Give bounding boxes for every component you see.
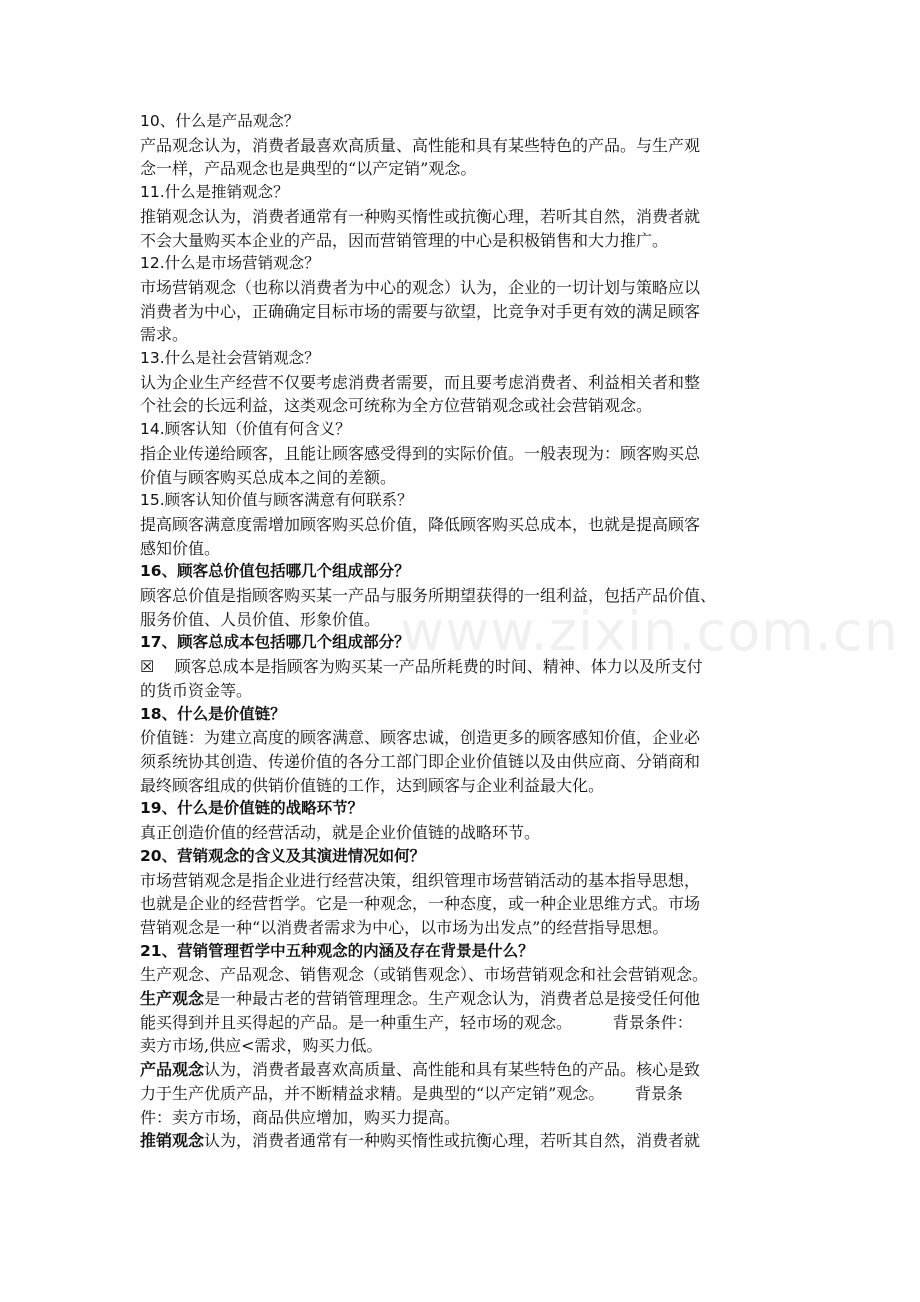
line-text: 力于生产优质产品，并不断精益求精。是典型的“以产定销”观念。 背景条 <box>140 1083 683 1103</box>
body-line <box>140 916 788 940</box>
bold-term: 生产观念 <box>140 989 205 1009</box>
question-heading <box>140 418 788 442</box>
line-text: 市场营销观念是指企业进行经营决策，组织管理市场营销活动的基本指导思想， <box>140 870 701 890</box>
line-text: 念一样，产品观念也是典型的“以产定销”观念。 <box>140 159 477 179</box>
body-line <box>140 726 788 750</box>
body-line <box>140 821 788 845</box>
line-text: 产品观念认为，消费者最喜欢高质量、高性能和具有某些特色的产品。与生产观 <box>140 135 701 155</box>
question-heading-bold <box>140 845 788 869</box>
body-line <box>140 892 788 916</box>
question-heading <box>140 110 788 134</box>
body-line <box>140 1034 788 1058</box>
line-text: 卖方市场,供应<需求，购买力低。 <box>140 1036 383 1056</box>
line-text: 16、顾客总价值包括哪几个组成部分？ <box>140 562 410 581</box>
line-text: 感知价值。 <box>140 538 221 558</box>
body-line <box>140 537 788 561</box>
line-text: 11.什么是推销观念？ <box>140 183 289 202</box>
line-text: 顾客总价值是指顾客购买某一产品与服务所期望获得的一组利益，包括产品价值、 <box>140 586 717 606</box>
body-line <box>140 1106 788 1130</box>
line-text: 19、什么是价值链的战略环节？ <box>140 799 364 818</box>
question-heading <box>140 347 788 371</box>
body-line <box>140 323 788 347</box>
body-line <box>140 963 788 987</box>
line-text: 的货币资金等。 <box>140 680 253 700</box>
body-line <box>140 371 788 395</box>
body-line <box>140 1011 788 1035</box>
line-text: 认为企业生产经营不仅要考虑消费者需要，而且要考虑消费者、利益相关者和整 <box>140 372 701 392</box>
line-text: 认为，消费者最喜欢高质量、高性能和具有某些特色的产品。核心是致 <box>204 1060 701 1080</box>
line-text: 14.顾客认知（价值有何含义？ <box>140 420 351 439</box>
line-text: 20、营销观念的含义及其演进情况如何？ <box>140 846 426 865</box>
question-heading-bold <box>140 703 788 727</box>
line-text: 顾客总成本是指顾客为购买某一产品所耗费的时间、精神、体力以及所支付 <box>154 657 703 677</box>
missing-glyph-marker: ☒ <box>140 657 155 677</box>
body-line <box>140 987 788 1011</box>
body-line <box>140 300 788 324</box>
bold-term: 产品观念 <box>140 1060 205 1080</box>
line-text: 价值链：为建立高度的顾客满意、顾客忠诚，创造更多的顾客感知价值，企业必 <box>140 728 701 748</box>
line-text: 不会大量购买本企业的产品，因而营销管理的中心是积极销售和大力推广。 <box>140 230 669 250</box>
line-text: 提高顾客满意度需增加顾客购买总价值，降低顾客购买总成本，也就是提高顾客 <box>140 514 701 534</box>
line-text: 也就是企业的经营哲学。它是一种观念，一种态度，或一种企业思维方式。市场 <box>140 894 701 914</box>
line-text: 13.什么是社会营销观念？ <box>140 349 320 368</box>
body-line <box>140 584 788 608</box>
line-text: 15.顾客认知价值与顾客满意有何联系？ <box>140 491 413 510</box>
question-heading-bold <box>140 940 788 964</box>
watermark: www.zixin.com.cn <box>400 600 899 663</box>
question-heading <box>140 181 788 205</box>
line-text: 能买得到并且买得起的产品。是一种重生产，轻市场的观念。 背景条件： <box>140 1012 693 1032</box>
bold-term: 推销观念 <box>140 1131 205 1151</box>
body-line <box>140 750 788 774</box>
body-line <box>140 442 788 466</box>
line-text: 营销观念是一种“以消费者需求为中心，以市场为出发点”的经营指导思想。 <box>140 917 669 937</box>
line-text: 市场营销观念（也称以消费者为中心的观念）认为，企业的一切计划与策略应以 <box>140 277 701 297</box>
body-line <box>140 1082 788 1106</box>
body-line <box>140 134 788 158</box>
body-line <box>140 394 788 418</box>
question-heading-bold <box>140 797 788 821</box>
question-heading <box>140 252 788 276</box>
line-text: 生产观念、产品观念、销售观念（或销售观念）、市场营销观念和社会营销观念。 <box>140 965 709 985</box>
body-line <box>140 774 788 798</box>
line-text: 消费者为中心，正确确定目标市场的需要与欲望，比竞争对手更有效的满足顾客 <box>140 301 701 321</box>
body-line <box>140 1058 788 1082</box>
body-line <box>140 608 788 632</box>
line-text: 12.什么是市场营销观念？ <box>140 254 320 273</box>
body-line <box>140 679 788 703</box>
question-heading-bold <box>140 560 788 584</box>
line-text: 须系统协其创造、传递价值的各分工部门即企业价值链以及由供应商、分销商和 <box>140 751 701 771</box>
body-line <box>140 466 788 490</box>
line-text: 认为，消费者通常有一种购买惰性或抗衡心理，若听其自然，消费者就 <box>204 1131 701 1151</box>
line-text: 18、什么是价值链？ <box>140 704 286 723</box>
body-line <box>140 869 788 893</box>
line-text: 是一种最古老的营销管理理念。生产观念认为，消费者总是接受任何他 <box>204 989 701 1009</box>
body-line <box>140 229 788 253</box>
body-line <box>140 157 788 181</box>
body-line <box>140 513 788 537</box>
question-heading <box>140 489 788 513</box>
document-page <box>140 110 788 1153</box>
body-line <box>140 1129 788 1153</box>
line-text: 推销观念认为，消费者通常有一种购买惰性或抗衡心理，若听其自然，消费者就 <box>140 206 701 226</box>
line-text: 服务价值、人员价值、形象价值。 <box>140 609 381 629</box>
body-line <box>140 655 788 679</box>
line-text: 最终顾客组成的供销价值链的工作，达到顾客与企业利益最大化。 <box>140 775 605 795</box>
question-heading-bold <box>140 631 788 655</box>
body-line <box>140 205 788 229</box>
line-text: 指企业传递给顾客，且能让顾客感受得到的实际价值。一般表现为：顾客购买总 <box>140 443 701 463</box>
line-text: 件：卖方市场，商品供应增加，购买力提高。 <box>140 1107 461 1127</box>
line-text: 价值与顾客购买总成本之间的差额。 <box>140 467 397 487</box>
line-text: 真正创造价值的经营活动，就是企业价值链的战略环节。 <box>140 823 541 843</box>
line-text: 10、什么是产品观念？ <box>140 112 300 130</box>
line-text: 需求。 <box>140 325 189 345</box>
line-text: 21、营销管理哲学中五种观念的内涵及存在背景是什么？ <box>140 941 534 960</box>
line-text: 17、顾客总成本包括哪几个组成部分？ <box>140 633 410 652</box>
body-line <box>140 276 788 300</box>
line-text: 个社会的长远利益，这类观念可统称为全方位营销观念或社会营销观念。 <box>140 396 653 416</box>
